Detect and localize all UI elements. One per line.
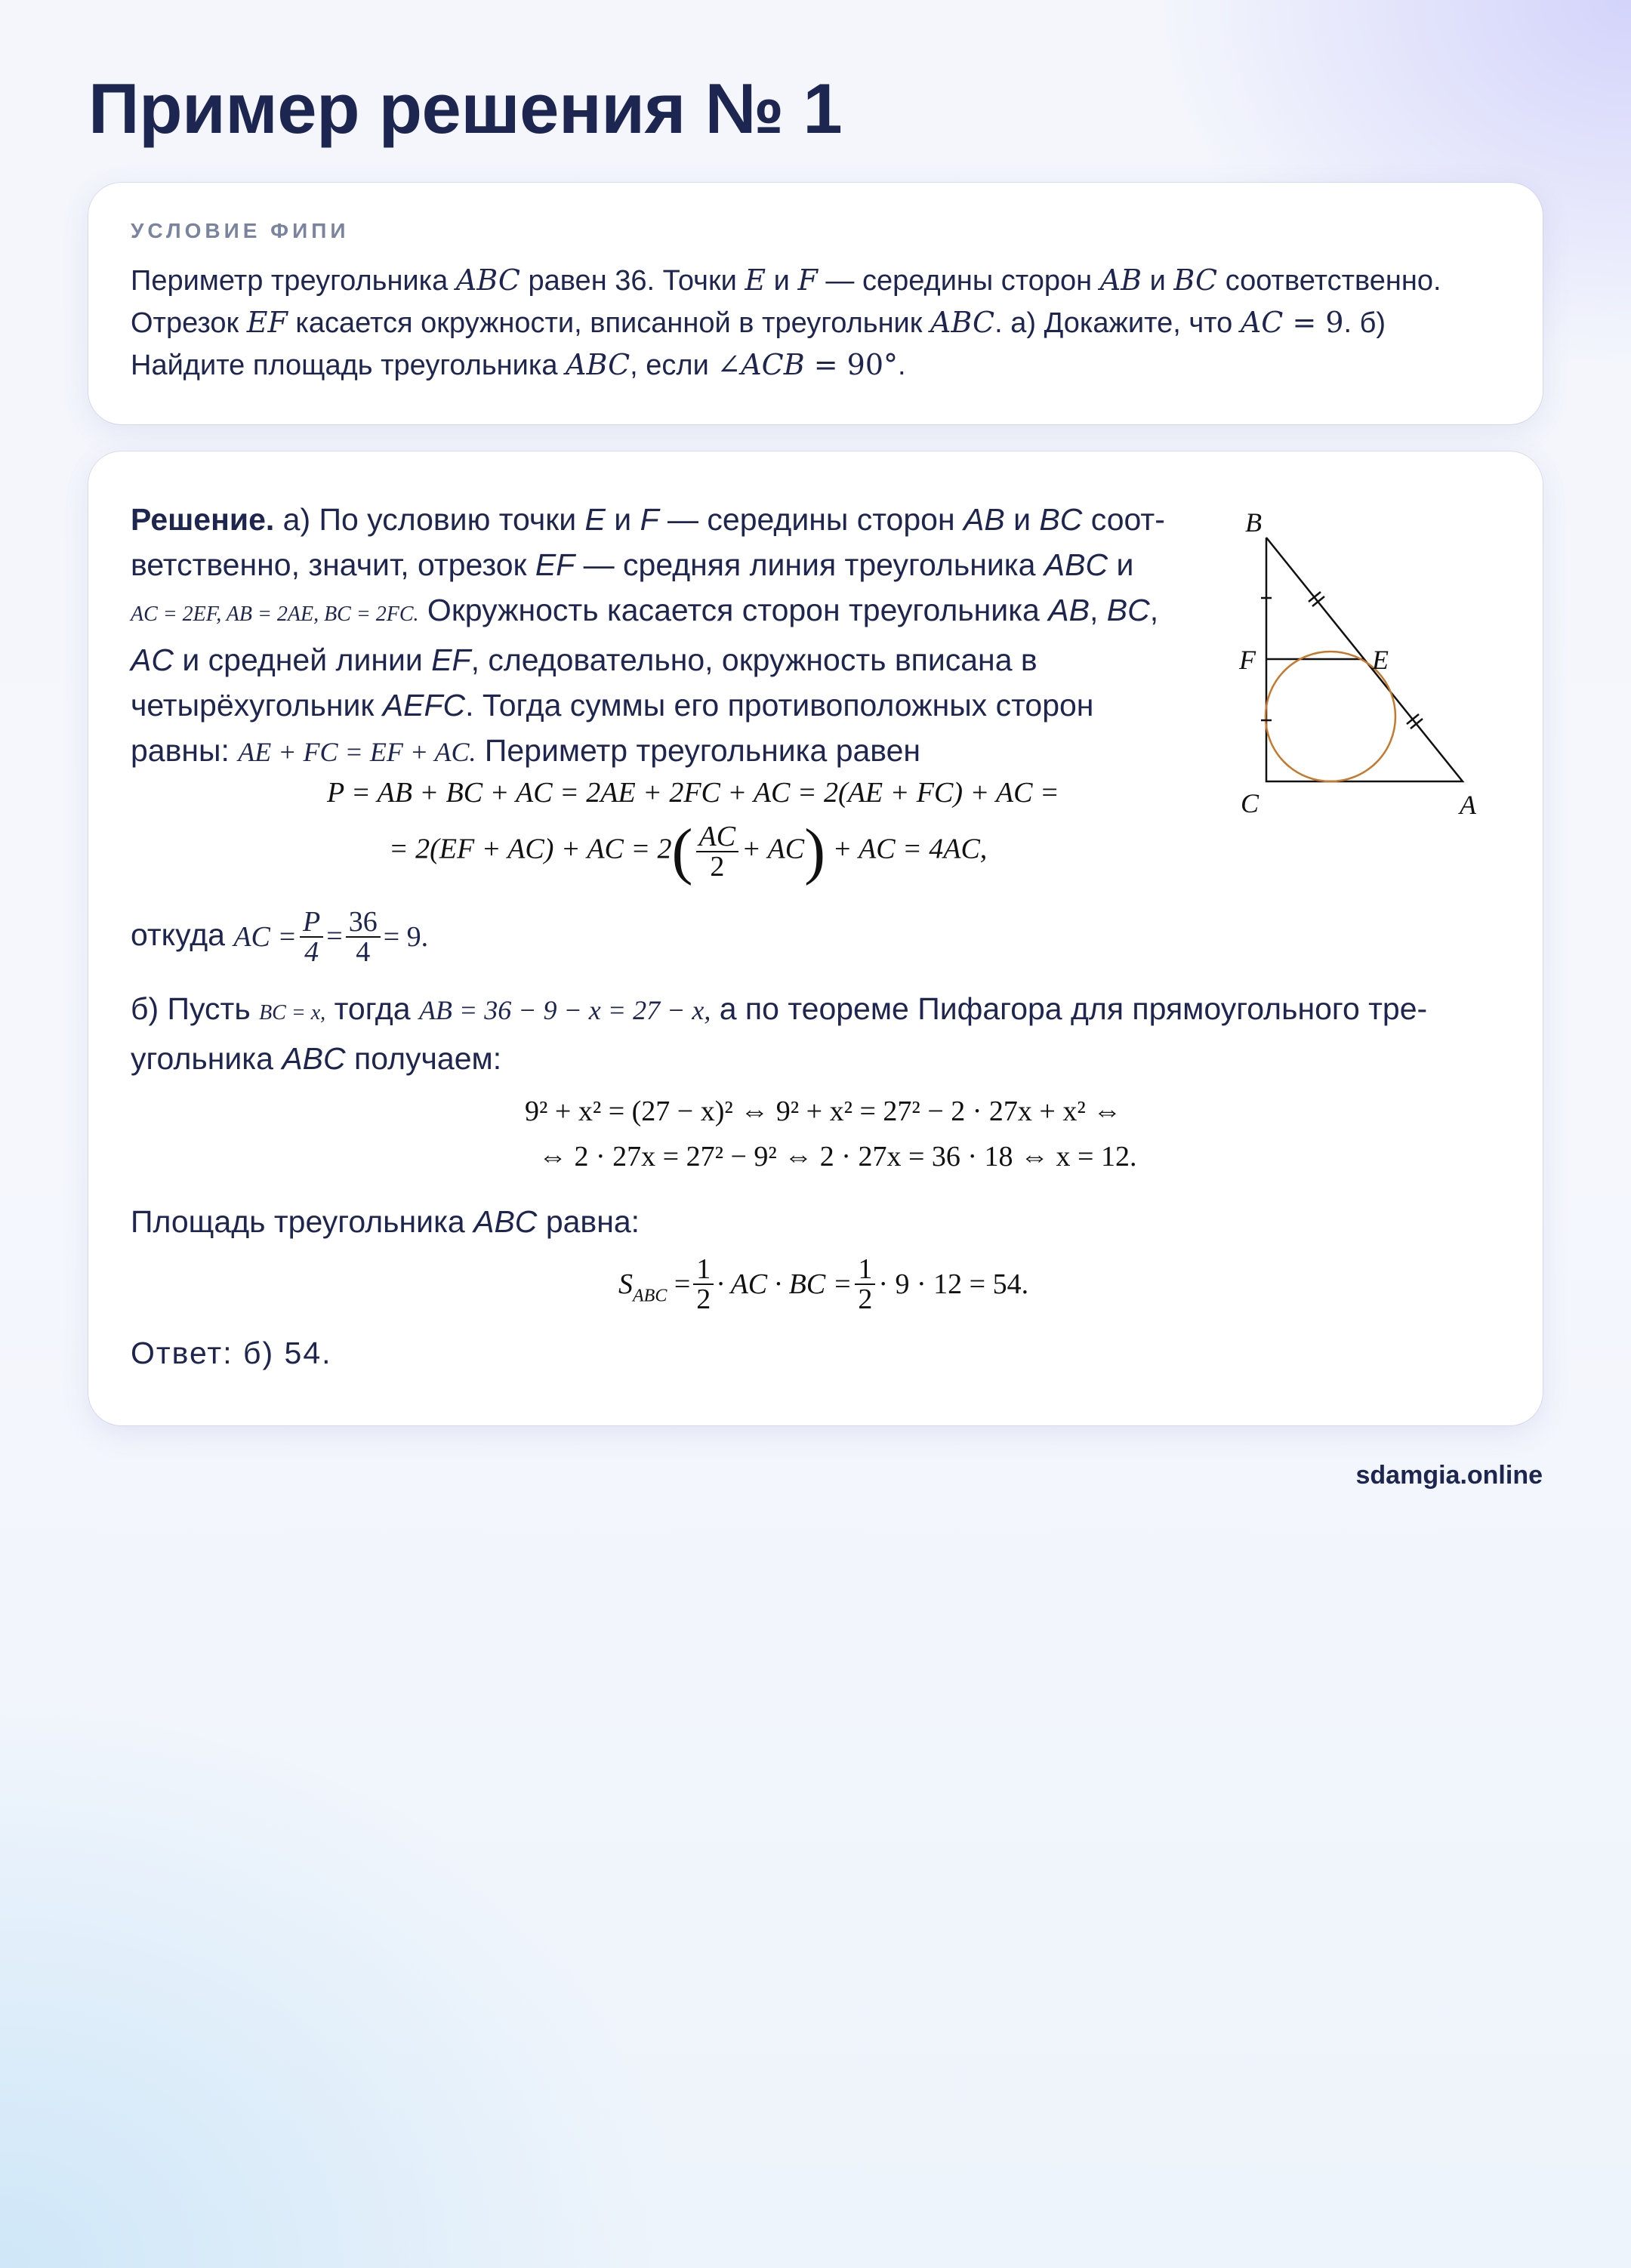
point-label-f: F — [1239, 645, 1256, 675]
pythagoras-equation-line-2: ⇔ 2 · 27x = 27² − 9² ⇔ 2 · 27x = 36 · 18 ⇔ x = 12. — [538, 1141, 1137, 1173]
perimeter-equation-line-2: = 2(EF + AC) + AC = 2( $\frac{AC}{2}$ + AC) + AC = 4AC, — [389, 816, 988, 886]
perimeter-equation-line-1: P = AB + BC + AC = 2AE + 2FC + AC = 2(AE + FC) + AC = — [327, 777, 1059, 809]
otkuda-line: откуда AC = $\frac{P}{4}$ = $\frac{36}{4}$ = 9. — [131, 906, 429, 968]
solution-line: ветственно, значит, отрезок EF — средняя линия треугольника ABC и — [131, 547, 1134, 582]
pythagoras-equation-line-1: 9² + x² = (27 − x)² ⇔ 9² + x² = 27² − 2 · 27x + x² ⇔ — [525, 1095, 1122, 1127]
fraction: $\frac{P}{4}$ — [300, 908, 323, 966]
answer: Ответ: б) 54. — [131, 1336, 332, 1370]
vertex-label-a: A — [1460, 790, 1476, 820]
condition-text: Периметр треугольника ABC равен 36. Точки E и F — середины сторон AB и BC соответственно. Отрезок EF касается окружности, вписанной в треугольник ABC. а) Докажите, что AC = 9. б) Найдите площадь треугольника ABC, если ∠ACB = 90°. — [131, 263, 1441, 381]
solution-line: AC и средней линии EF, следовательно, окружность вписана в — [131, 642, 1037, 677]
solution-part-b — [131, 986, 1512, 1081]
fraction: $\frac{1}{2}$ — [855, 1255, 875, 1314]
triangle-figure — [1221, 504, 1599, 852]
fraction: $\frac{1}{2}$ — [693, 1255, 714, 1314]
vertex-label-c: C — [1241, 788, 1259, 818]
solution-line: AC = 2EF, AB = 2AE, BC = 2FC. Окружность касается сторон треугольника AB, BC, — [131, 593, 1159, 627]
solution-line: четырёхугольник AEFC. Тогда суммы его противоположных сторон — [131, 688, 1094, 723]
fraction: $\frac{36}{4}$ — [346, 908, 381, 966]
fraction: $\frac{AC}{2}$ — [696, 822, 739, 881]
solution-line: равны: AE + FC = EF + AC. Периметр треугольника равен — [131, 733, 921, 768]
vertex-label-b: B — [1245, 507, 1262, 538]
condition-card — [88, 183, 1543, 424]
solution-line: б) Пусть BC = x, тогда AB = 36 − 9 − x = 27 − x, а по теореме Пифагора для прямоугольного тре- — [131, 991, 1428, 1026]
point-label-e: E — [1372, 645, 1389, 675]
area-equation: $S_{ABC}$ = $\frac{1}{2}$ · AC · BC = $\frac{1}{2}$ · 9 · 12 = 54. — [618, 1253, 1029, 1315]
page-title: Пример решения № 1 — [88, 69, 843, 148]
solution-heading: Решение. — [131, 502, 275, 537]
solution-line: Решение. а) По условию точки E и F — середины сторон AB и BC соот- — [131, 502, 1165, 537]
area-line: Площадь треугольника ABC равна: — [131, 1204, 640, 1239]
condition-label: УСЛОВИЕ ФИПИ — [131, 219, 350, 242]
solution-card — [88, 451, 1543, 1425]
solution-line: угольника ABC получаем: — [131, 1041, 502, 1076]
site-footer: sdamgia.online — [1355, 1461, 1543, 1490]
solution-part-a — [131, 497, 1309, 775]
